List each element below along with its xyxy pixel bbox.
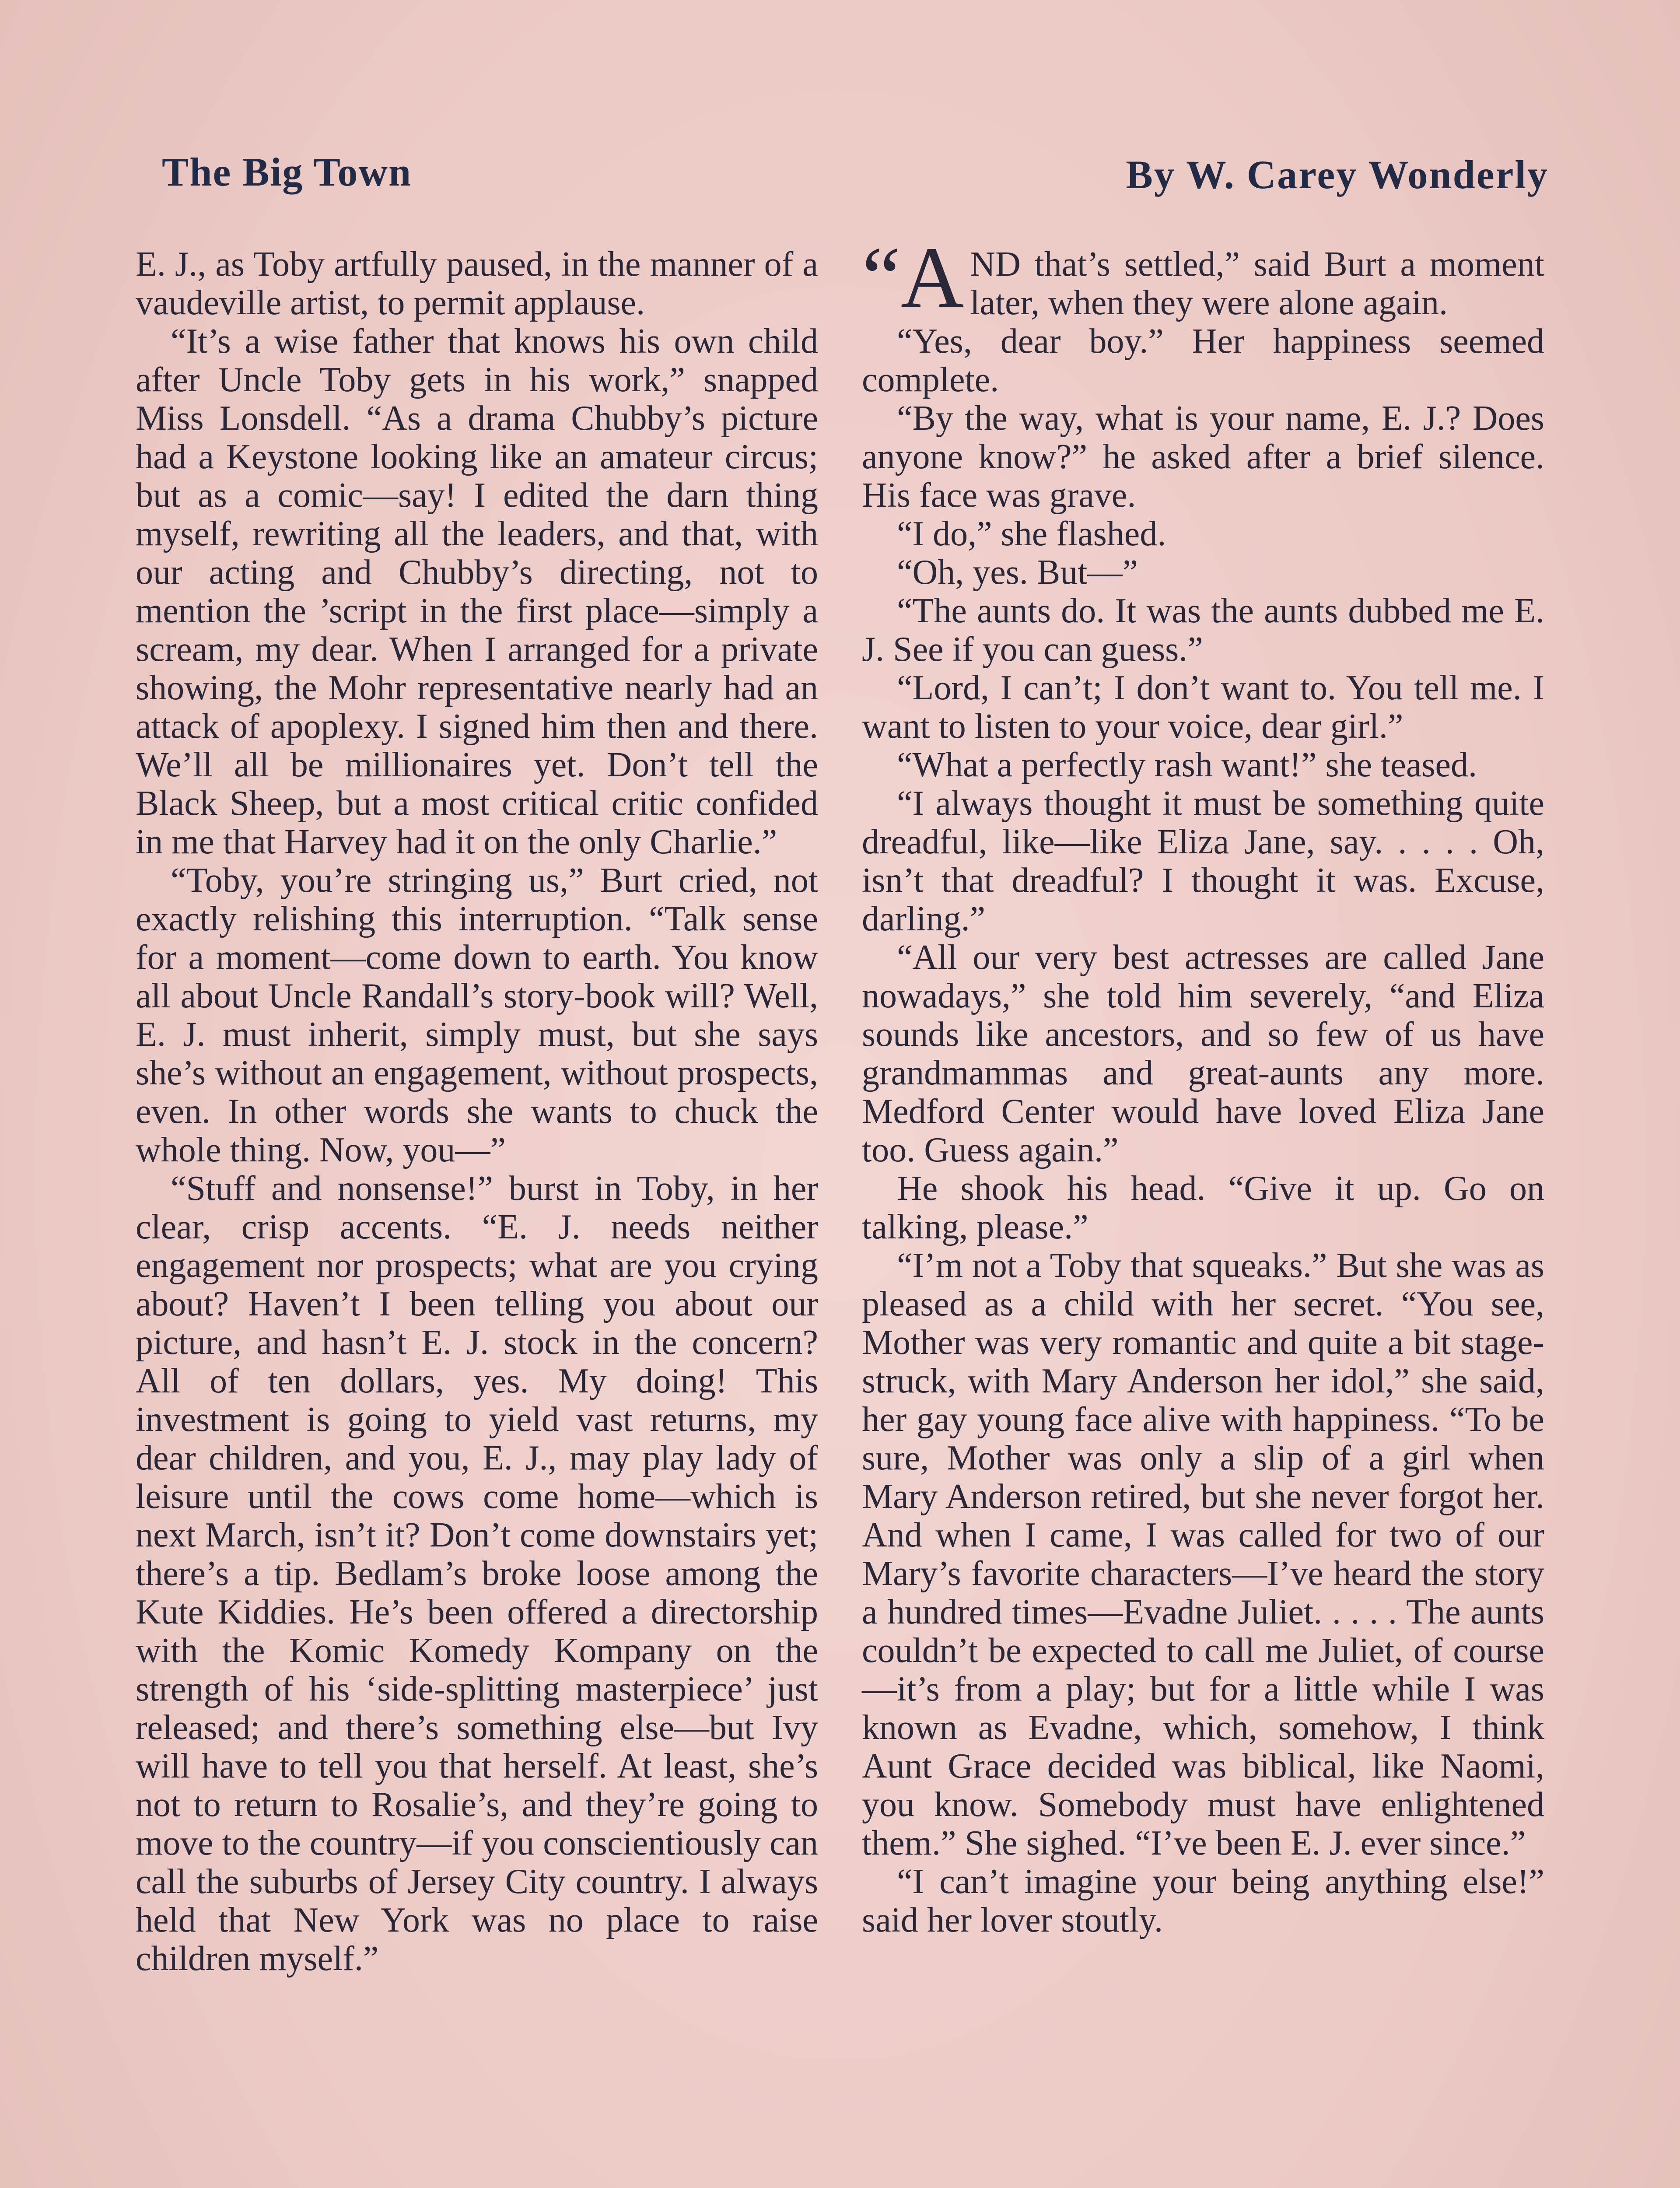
right-column [862, 229, 1544, 1939]
text-columns [136, 229, 1544, 2188]
paragraph: “By the way, what is your name, E. J.? Does anyone know?” he asked after a brief silence. His face was grave. [862, 399, 1544, 515]
paragraph: “I do,” she flashed. [897, 515, 1166, 553]
paragraph: He shook his head. “Give it up. Go on talking, please.” [862, 1169, 1544, 1246]
paragraph: “I can’t imagine your being anything else!” said her lover stoutly. [862, 1862, 1544, 1939]
drop-cap: “A [862, 229, 964, 326]
paragraph: “All our very best actresses are called Jane nowadays,” she told him severely, “and Eliza sounds like ancestors, and so few of us have grandmammas and great-aunts any more. Medford Center would have loved Eliza Jane too. Guess again.” [862, 938, 1544, 1169]
paragraph: “The aunts do. It was the aunts dubbed me E. J. See if you can guess.” [862, 592, 1544, 669]
opening-paragraph [862, 229, 1544, 326]
page-header [162, 149, 1549, 210]
paragraph: “Toby, you’re stringing us,” Burt cried, not exactly relishing this interruption. “Talk sense for a moment—come down to earth. You know all about Uncle Randall’s story-book will? Well, E. J. must inherit, simply must, but she says she’s without an engagement, without prospects, even. In other words she wants to chuck the whole thing. Now, you—” [136, 861, 818, 1169]
paragraph: “Oh, yes. But—” [897, 553, 1138, 592]
paragraph: “Yes, dear boy.” Her happiness seemed complete. [862, 322, 1544, 399]
paragraph: “Stuff and nonsense!” burst in Toby, in her clear, crisp accents. “E. J. needs neither engagement nor prospects; what are you crying about? Haven’t I been telling you about our picture, and hasn’t E. J. stock in the concern? All of ten dollars, yes. My doing! This investment is going to yield vast returns, my dear children, and you, E. J., may play lady of leisure until the cows come home—which is next March, isn’t it? Don’t come downstairs yet; there’s a tip. Bedlam’s broke loose among the Kute Kiddies. He’s been offered a directorship with the Komic Komedy Kompany on the strength of his ‘side-splitting masterpiece’ just released; and there’s something else—but Ivy will have to tell you that herself. At least, she’s not to return to Rosalie’s, and they’re going to move to the country—if you conscientiously can call the suburbs of Jersey City country. I always held that New York was no place to raise children myself.” [136, 1169, 818, 1978]
paragraph: “It’s a wise father that knows his own child after Uncle Toby gets in his work,” snapped Miss Lonsdell. “As a drama Chubby’s picture had a Keystone looking like an amateur circus; but as a comic—say! I edited the darn thing myself, rewriting all the leaders, and that, with our acting and Chubby’s directing, not to mention the ’script in the first place—simply a scream, my dear. When I arranged for a private showing, the Mohr representative nearly had an attack of apoplexy. I signed him then and there. We’ll all be millionaires yet. Don’t tell the Black Sheep, but a most critical critic confided in me that Harvey had it on the only Charlie.” [136, 322, 818, 861]
paragraph: E. J., as Toby artfully paused, in the manner of a vaudeville artist, to permit applause. [136, 245, 818, 322]
paragraph: “I’m not a Toby that squeaks.” But she was as pleased as a child with her secret. “You see, Mother was very romantic and quite a bit stage-struck, with Mary Anderson her idol,” she said, her gay young face alive with happiness. “To be sure, Mother was only a slip of a girl when Mary Anderson retired, but she never forgot her. And when I came, I was called for two of our Mary’s favorite characters—I’ve heard the story a hundred times—Evadne Juliet. . . . . The aunts couldn’t be expected to call me Juliet, of course—it’s from a play; but for a little while I was known as Evadne, which, somehow, I think Aunt Grace decided was biblical, like Naomi, you know. Somebody must have enlightened them.” She sighed. “I’ve been E. J. ever since.” [862, 1246, 1544, 1862]
paragraph: “Lord, I can’t; I don’t want to. You tell me. I want to listen to your voice, dear girl.” [862, 669, 1544, 746]
paragraph: “What a perfectly rash want!” she teased. [897, 746, 1477, 784]
story-title: The Big Town [162, 150, 412, 194]
paragraph: “I always thought it must be something quite dreadful, like—like Eliza Jane, say. . . . . Oh, isn’t that dreadful? I thought it was. Excuse, darling.” [862, 784, 1544, 938]
author-byline: By W. Carey Wonderly [1126, 152, 1549, 197]
opening-text: ND that’s settled,” said Burt a moment later, when they were alone again. [970, 245, 1544, 322]
left-column [136, 245, 818, 1978]
